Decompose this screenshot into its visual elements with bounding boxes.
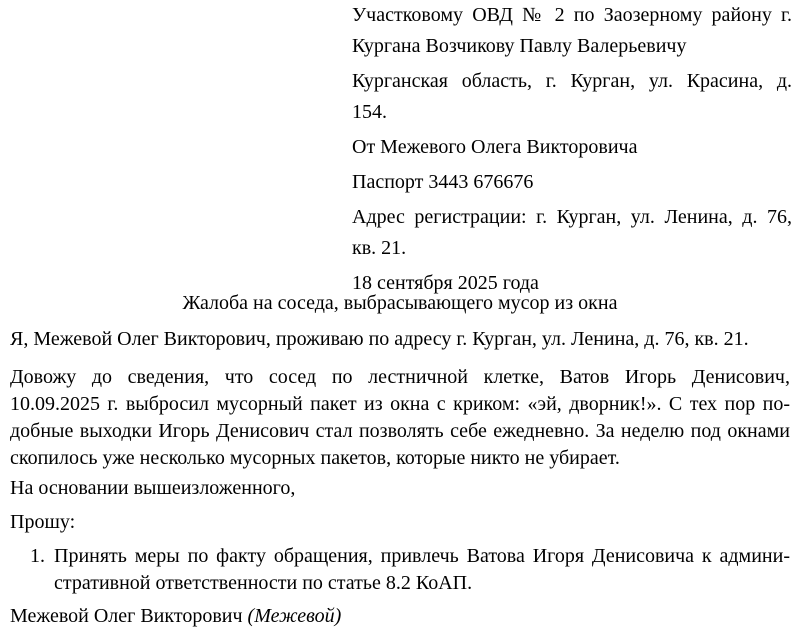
signature-line xyxy=(10,603,341,630)
list-item-line: стративной ответственности по статье 8.2 КоАП. xyxy=(54,572,473,594)
signatory-name: Межевой Олег Викторович xyxy=(10,605,243,627)
sender-registration-paragraph xyxy=(352,202,792,264)
registration-line: Адрес регистрации: г. Курган, ул. Ленина, д. 76, xyxy=(352,206,792,228)
complaint-line: 10.09.2025 г. выбросил мусорный пакет из окна с криком: «эй, дворник!». С тех пор по- xyxy=(10,393,790,415)
recipient-address-line: 154. xyxy=(352,101,387,123)
recipient-line: Участковому ОВД № 2 по Заозерному району г. xyxy=(352,4,792,26)
list-item-text xyxy=(54,543,790,597)
recipient-address-paragraph xyxy=(352,66,792,128)
request-heading: Прошу: xyxy=(10,511,76,533)
sender-passport: Паспорт 3443 676676 xyxy=(352,171,534,193)
recipient-address-line: Курганская область, г. Курган, ул. Красина, д. xyxy=(352,70,792,92)
complaint-line: скопилось уже несколько мусорных пакетов, которые никто не убирает. xyxy=(10,447,620,469)
document-date: 18 сентября 2025 года xyxy=(352,272,539,294)
basis-paragraph: На основании вышеизложенного, xyxy=(10,477,296,499)
recipient-line: Кургана Возчикову Павлу Валерьевичу xyxy=(352,35,687,57)
intro-paragraph: Я, Межевой Олег Викторович, проживаю по адресу г. Курган, ул. Ленина, д. 76, кв. 21. xyxy=(10,328,749,350)
complaint-paragraph xyxy=(10,364,790,472)
document-title: Жалоба на соседа, выбрасывающего мусор из окна xyxy=(182,292,618,314)
registration-line: кв. 21. xyxy=(352,237,407,259)
list-item-line: Принять меры по факту обращения, привлечь Ватова Игоря Денисовича к админи- xyxy=(54,545,790,567)
recipient-paragraph xyxy=(352,0,792,62)
sender-name: От Межевого Олега Викторовича xyxy=(352,136,638,158)
complaint-line: добные выходки Игорь Денисович стал позволять себе ежедневно. За неделю под окнами xyxy=(10,420,790,442)
addressee-block xyxy=(352,0,792,303)
handwritten-signature: (Межевой) xyxy=(247,605,342,627)
list-item-number: 1. xyxy=(30,545,45,567)
complaint-line: Довожу до сведения, что сосед по лестничной клетке, Ватов Игорь Денисович, xyxy=(10,366,790,388)
